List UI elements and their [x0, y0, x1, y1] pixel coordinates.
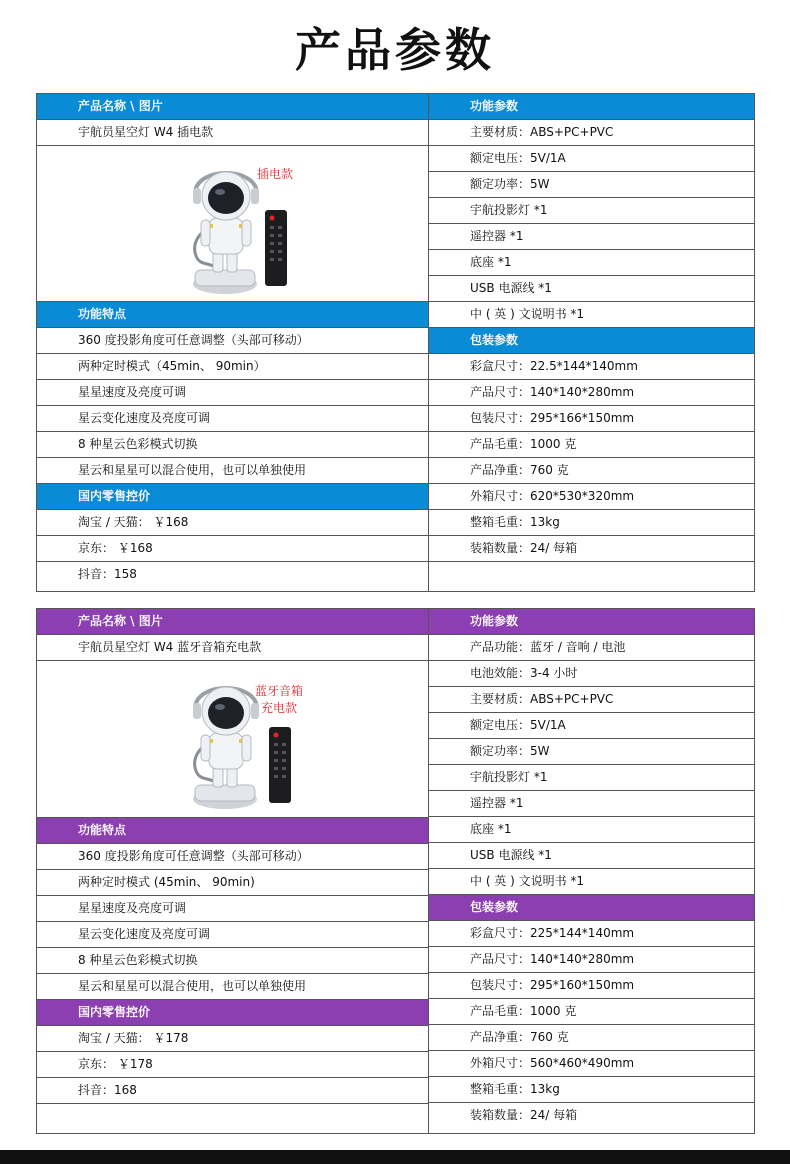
function-param-row: 额定功率：5W: [429, 172, 754, 198]
package-param-row: 彩盒尺寸：22.5*144*140mm: [429, 354, 754, 380]
feature-row: 两种定时模式 (45min、 90min): [37, 870, 428, 896]
function-param-row: 中 ( 英 ) 文说明书 *1: [429, 302, 754, 328]
header-package: 包装参数: [429, 328, 754, 354]
remote-control-image: [265, 210, 287, 286]
right-column: [429, 609, 754, 1133]
spec-table-plug-in: [36, 93, 755, 592]
feature-row: 星云变化速度及亮度可调: [37, 406, 428, 432]
function-param-row: 底座 *1: [429, 250, 754, 276]
header-name-image: 产品名称 \ 图片: [37, 94, 428, 120]
function-param-row: 电池效能：3-4 小时: [429, 661, 754, 687]
product-image-cell: [37, 661, 428, 818]
function-param-row: USB 电源线 *1: [429, 276, 754, 302]
feature-row: 星星速度及亮度可调: [37, 896, 428, 922]
remote-control-image: [269, 727, 291, 803]
astronaut-lamp-image: [167, 158, 263, 298]
package-param-row: 产品净重：760 克: [429, 458, 754, 484]
package-param-row: 外箱尺寸：620*530*320mm: [429, 484, 754, 510]
header-price: 国内零售控价: [37, 1000, 428, 1026]
left-column: [37, 94, 429, 591]
header-name-image: 产品名称 \ 图片: [37, 609, 428, 635]
feature-row: 360 度投影角度可任意调整（头部可移动）: [37, 844, 428, 870]
feature-row: 星云变化速度及亮度可调: [37, 922, 428, 948]
product-name: 宇航员星空灯 W4 插电款: [37, 120, 428, 146]
header-package: 包装参数: [429, 895, 754, 921]
header-features: 功能特点: [37, 818, 428, 844]
bottom-bar: [0, 1150, 790, 1164]
function-param-row: 主要材质：ABS+PC+PVC: [429, 120, 754, 146]
feature-row: 360 度投影角度可任意调整（头部可移动）: [37, 328, 428, 354]
package-param-row: 包装尺寸：295*160*150mm: [429, 973, 754, 999]
price-row: 淘宝 / 天猫： ￥168: [37, 510, 428, 536]
price-row: 京东： ￥178: [37, 1052, 428, 1078]
price-row: 京东： ￥168: [37, 536, 428, 562]
header-function: 功能参数: [429, 609, 754, 635]
package-param-row: 装箱数量：24/ 每箱: [470, 1108, 578, 1122]
feature-row: 星云和星星可以混合使用，也可以单独使用: [37, 458, 428, 484]
right-column: [429, 94, 754, 591]
function-param-row: 宇航投影灯 *1: [429, 765, 754, 791]
package-param-row: 产品毛重：1000 克: [429, 999, 754, 1025]
package-param-row: 产品尺寸：140*140*280mm: [429, 380, 754, 406]
function-param-row: 遥控器 *1: [429, 224, 754, 250]
package-param-row: 装箱数量：24/ 每箱: [429, 536, 754, 562]
function-param-row: 宇航投影灯 *1: [429, 198, 754, 224]
feature-row: 8 种星云色彩模式切换: [37, 432, 428, 458]
price-row: 淘宝 / 天猫： ￥178: [37, 1026, 428, 1052]
feature-row: 星云和星星可以混合使用，也可以单独使用: [37, 974, 428, 1000]
package-param-row: 产品毛重：1000 克: [429, 432, 754, 458]
function-param-row: 额定电压：5V/1A: [429, 146, 754, 172]
left-column: [37, 609, 429, 1133]
feature-row: 星星速度及亮度可调: [37, 380, 428, 406]
feature-row: 两种定时模式（45min、 90min）: [37, 354, 428, 380]
package-param-row: 产品尺寸：140*140*280mm: [429, 947, 754, 973]
feature-row: 8 种星云色彩模式切换: [37, 948, 428, 974]
variant-label: 插电款: [257, 167, 294, 181]
function-param-row: 底座 *1: [429, 817, 754, 843]
function-param-row: 中 ( 英 ) 文说明书 *1: [429, 869, 754, 895]
product-name: 宇航员星空灯 W4 蓝牙音箱充电款: [37, 635, 428, 661]
package-param-row: 包装尺寸：295*166*150mm: [429, 406, 754, 432]
product-image-cell: [37, 146, 428, 302]
function-param-row: 额定电压：5V/1A: [429, 713, 754, 739]
package-param-row: [429, 562, 754, 588]
function-param-row: 主要材质：ABS+PC+PVC: [429, 687, 754, 713]
header-features: 功能特点: [37, 302, 428, 328]
function-param-row: 产品功能：蓝牙 / 音响 / 电池: [429, 635, 754, 661]
price-row: 抖音：158: [78, 567, 137, 581]
astronaut-lamp-image: [167, 673, 263, 813]
variant-label: 蓝牙音箱 充电款: [254, 684, 303, 715]
header-function: 功能参数: [429, 94, 754, 120]
package-param-row: 彩盒尺寸：225*144*140mm: [429, 921, 754, 947]
package-param-row: 产品净重：760 克: [429, 1025, 754, 1051]
package-param-row: 整箱毛重：13kg: [429, 510, 754, 536]
function-param-row: USB 电源线 *1: [429, 843, 754, 869]
price-row: 抖音：168: [37, 1078, 428, 1104]
function-param-row: 遥控器 *1: [429, 791, 754, 817]
price-row: [37, 1104, 428, 1130]
page-title: 产品参数: [295, 23, 495, 77]
package-param-row: 整箱毛重：13kg: [429, 1077, 754, 1103]
package-param-row: 外箱尺寸：560*460*490mm: [429, 1051, 754, 1077]
header-price: 国内零售控价: [37, 484, 428, 510]
spec-table-bluetooth: [36, 608, 755, 1134]
function-param-row: 额定功率：5W: [429, 739, 754, 765]
